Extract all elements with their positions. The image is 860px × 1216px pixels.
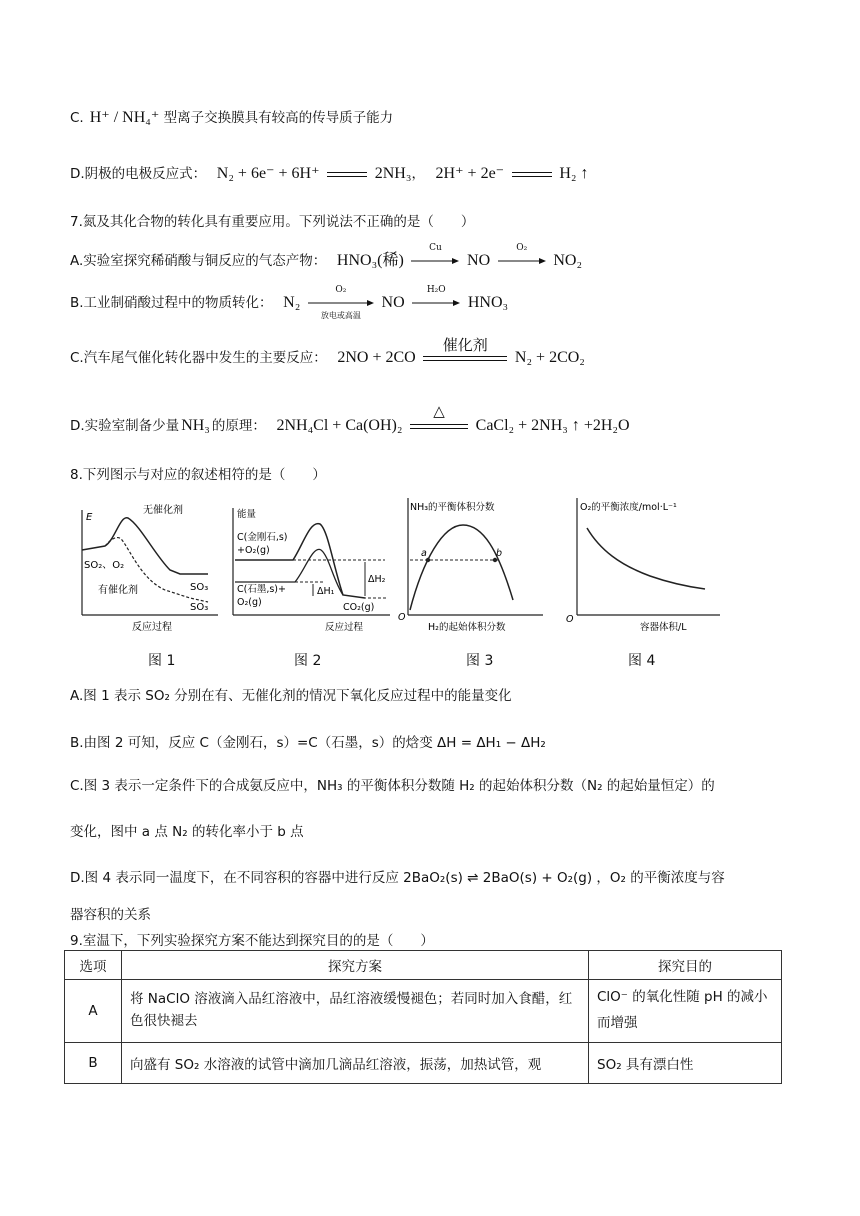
q7-option-a	[70, 243, 583, 270]
equilibrium-curve	[410, 525, 513, 610]
option-c-line	[70, 106, 393, 127]
concentration-curve	[587, 528, 705, 589]
option-text: 的原理：	[211, 418, 266, 434]
species-label: C(金刚石,s)	[237, 532, 288, 543]
equation-left: 2H⁺ + 2e⁻	[435, 165, 505, 182]
reaction-arrow	[308, 285, 374, 320]
arrow-icon	[498, 254, 546, 268]
figure-1	[70, 490, 220, 635]
origin-label: O	[398, 612, 406, 623]
stem-text: 8.下列图示与对应的叙述相符的是（ ）	[70, 467, 326, 483]
q7-option-d	[70, 401, 630, 435]
separator: ，	[411, 166, 425, 182]
option-label: D.阴极的电极反应式：	[70, 166, 207, 182]
option-text: A.图 1 表示 SO₂ 分别在有、无催化剂的情况下氧化反应过程中的能量变化	[70, 688, 512, 704]
q8-option-c	[70, 774, 715, 794]
reaction-condition: 催化剂	[442, 335, 488, 354]
equation-left: 2NO + 2CO	[337, 349, 416, 366]
species: HNO₃(稀)	[336, 252, 404, 269]
enthalpy-label: ΔH₂	[368, 574, 386, 585]
equals-sign	[512, 172, 552, 177]
option-text: B.工业制硝酸过程中的物质转化：	[70, 295, 273, 311]
reaction-arrow	[411, 243, 459, 268]
method-cell: 将 NaClO 溶液滴入品红溶液中，品红溶液缓慢褪色；若同时加入食醋，红色很快褪去	[122, 980, 589, 1043]
q8-option-c-cont	[70, 820, 304, 840]
stem-text: 9.室温下，下列实验探究方案不能达到探究目的的是（ ）	[70, 933, 434, 949]
origin-label: O	[566, 614, 574, 625]
option-text: A.实验室探究稀硝酸与铜反应的气态产物：	[70, 253, 327, 269]
option-text: C.汽车尾气催化转化器中发生的主要反应：	[70, 350, 327, 366]
option-text: 器容积的关系	[70, 907, 151, 923]
stem-text: 7.氮及其化合物的转化具有重要应用。下列说法不正确的是（ ）	[70, 214, 475, 230]
question-9-stem	[70, 929, 434, 949]
arrow-condition: H₂O	[426, 285, 446, 295]
figure-caption: 图 4	[628, 653, 656, 669]
column-header: 探究目的	[589, 951, 782, 980]
species-label: +O₂(g)	[237, 545, 270, 556]
species: NO	[381, 294, 405, 311]
point-label: a	[421, 548, 427, 559]
arrow-condition: Cu	[429, 243, 442, 253]
arrow-condition: O₂	[335, 285, 347, 295]
curve-label: 有催化剂	[98, 585, 138, 596]
q7-option-b	[70, 285, 509, 320]
axis-label: O₂的平衡浓度/mol·L⁻¹	[580, 502, 677, 513]
axis-label: H₂的起始体积分数	[428, 622, 506, 633]
option-text: C.图 3 表示一定条件下的合成氨反应中，NH₃ 的平衡体积分数随 H₂ 的起始体积分数（N₂ 的起始量恒定）的	[70, 778, 715, 794]
figure-3	[398, 490, 548, 635]
question-8-stem	[70, 463, 326, 483]
option-text: 变化，图中 a 点 N₂ 的转化率小于 b 点	[70, 824, 304, 840]
axis-label: NH₃的平衡体积分数	[410, 502, 495, 513]
reaction-arrow	[412, 285, 460, 310]
species: NO₂	[553, 252, 583, 269]
column-header: 探究方案	[122, 951, 589, 980]
option-text: B.由图 2 可知，反应 C（金刚石，s）=C（石墨，s）的焓变 ΔH = ΔH₁ − ΔH₂	[70, 735, 546, 751]
species-label: CO₂(g)	[343, 602, 375, 613]
option-cell: B	[65, 1043, 122, 1084]
arrow-icon	[411, 254, 459, 268]
axis-label: 能量	[237, 509, 257, 520]
figure-caption: 图 2	[294, 653, 322, 669]
point-label: b	[496, 548, 503, 559]
species: NO	[467, 252, 491, 269]
equals-sign	[410, 401, 468, 429]
q8-option-d-cont	[70, 903, 151, 923]
equation-right: 2NH₃	[374, 165, 412, 182]
column-header: 选项	[65, 951, 122, 980]
arrow-condition: O₂	[516, 243, 528, 253]
option-d-line	[70, 162, 588, 183]
equals-sign	[327, 172, 367, 177]
arrow-icon	[308, 296, 374, 310]
formula: H⁺ / NH₄⁺	[89, 109, 160, 126]
arrow-icon	[412, 296, 460, 310]
option-text: D.图 4 表示同一温度下，在不同容积的容器中进行反应 2BaO₂(s) ⇌ 2BaO(s) + O₂(g) ，O₂ 的平衡浓度与容	[70, 870, 725, 886]
figure-caption: 图 1	[148, 653, 176, 669]
option-cell: A	[65, 980, 122, 1043]
axis-label: E	[86, 512, 93, 523]
table-row	[65, 980, 782, 1043]
figure-4	[565, 490, 725, 635]
axis-label: 容器体积/L	[640, 622, 687, 633]
axis-label: 反应过程	[132, 622, 172, 633]
equation-left: N₂ + 6e⁻ + 6H⁺	[216, 165, 320, 182]
q7-option-c	[70, 335, 585, 367]
option-text: 型离子交换膜具有较高的传导质子能力	[159, 110, 394, 126]
curve-label: 无催化剂	[143, 505, 183, 516]
experiment-table	[64, 950, 782, 1084]
q8-option-b	[70, 731, 546, 751]
figure-caption: 图 3	[466, 653, 494, 669]
equation-left: 2NH₄Cl + Ca(OH)₂	[276, 417, 403, 434]
species: N₂	[283, 294, 301, 311]
question-7-stem	[70, 210, 474, 230]
figure-2	[225, 490, 395, 635]
equals-sign	[423, 335, 507, 361]
table-header-row	[65, 951, 782, 980]
species: HNO₃	[467, 294, 509, 311]
option-text: D.实验室制备少量	[70, 418, 180, 434]
q8-option-d	[70, 866, 725, 886]
q8-option-a	[70, 684, 512, 704]
formula: NH₃	[181, 417, 210, 434]
axis-label: 反应过程	[325, 622, 364, 633]
option-label: C.	[70, 110, 84, 126]
equation-right: CaCl₂ + 2NH₃ ↑ +2H₂O	[475, 417, 630, 434]
enthalpy-label: ΔH₁	[317, 586, 335, 597]
product-label: SO₃	[190, 602, 209, 613]
arrow-condition: 放电或高温	[320, 311, 361, 320]
species-label: O₂(g)	[237, 597, 262, 608]
species-label: C(石墨,s)+	[237, 584, 286, 595]
reaction-arrow	[498, 243, 546, 268]
reactant-label: SO₂、O₂	[84, 560, 125, 571]
equation-right: H₂ ↑	[559, 165, 589, 182]
method-cell: 向盛有 SO₂ 水溶液的试管中滴加几滴品红溶液，振荡，加热试管，观	[122, 1043, 589, 1084]
reaction-condition: △	[433, 401, 445, 420]
purpose-cell: SO₂ 具有漂白性	[589, 1043, 782, 1084]
equation-right: N₂ + 2CO₂	[514, 349, 585, 366]
purpose-cell: ClO⁻ 的氧化性随 pH 的减小而增强	[589, 980, 782, 1043]
product-label: SO₃	[190, 582, 209, 593]
table-row	[65, 1043, 782, 1084]
